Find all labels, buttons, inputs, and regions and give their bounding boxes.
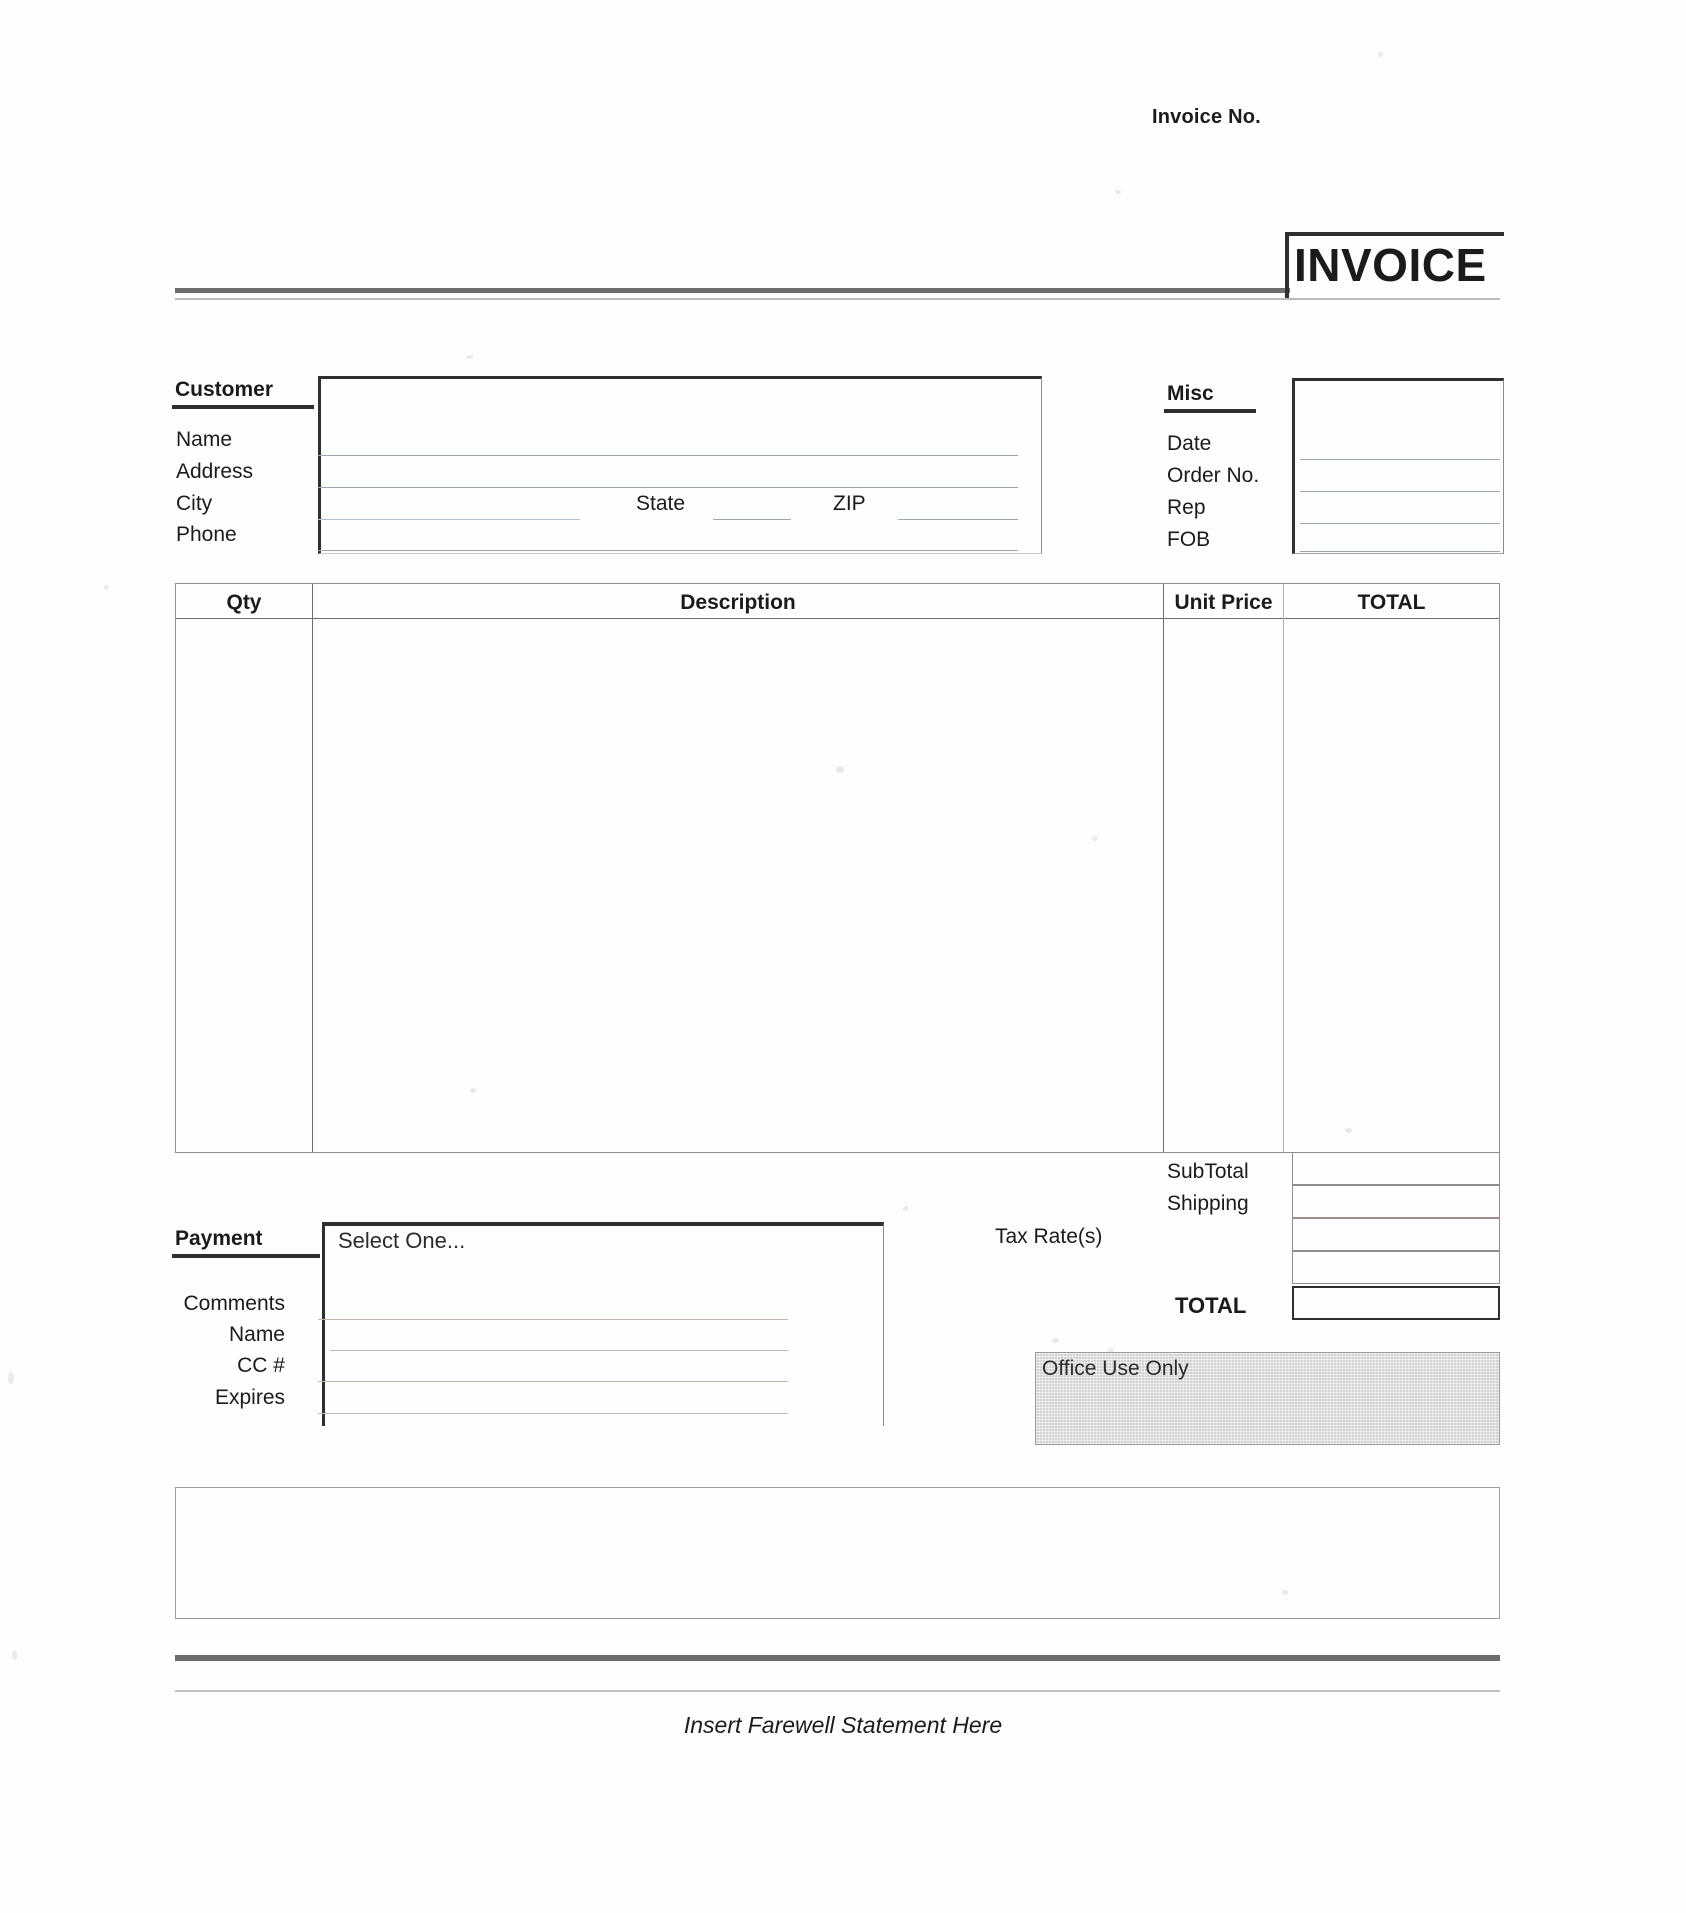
customer-phone-input[interactable] (318, 550, 1018, 551)
scan-speck (12, 1650, 17, 1660)
misc-fob-input[interactable] (1300, 551, 1500, 552)
title-rule-thick (175, 288, 1290, 293)
tax-rate-label: Tax Rate(s) (995, 1225, 1103, 1248)
grand-total-value[interactable] (1292, 1286, 1500, 1320)
misc-box (1292, 378, 1504, 554)
column-header-total: TOTAL (1357, 591, 1426, 614)
customer-state-input[interactable] (713, 519, 791, 520)
line-items-table[interactable] (175, 583, 1500, 1153)
misc-date-label: Date (1167, 432, 1212, 455)
customer-zip-label: ZIP (833, 492, 866, 515)
column-separator-total (1283, 584, 1284, 1152)
customer-label-underline (172, 405, 314, 409)
subtotal-value[interactable] (1292, 1152, 1500, 1185)
column-separator-qty (312, 584, 313, 1152)
scan-speck (466, 355, 473, 359)
payment-expires-label: Expires (214, 1386, 285, 1409)
scan-speck (104, 585, 109, 590)
footer-rule-thin (175, 1690, 1500, 1692)
misc-fob-label: FOB (1167, 528, 1211, 551)
customer-city-input[interactable] (318, 519, 580, 520)
customer-address-input[interactable] (318, 487, 1018, 488)
misc-label-underline (1164, 409, 1256, 413)
misc-order-no-label: Order No. (1167, 464, 1260, 487)
scan-speck (1378, 52, 1383, 57)
customer-zip-input[interactable] (898, 519, 1018, 520)
misc-date-input[interactable] (1300, 459, 1500, 460)
footer-rule-thick (175, 1655, 1500, 1661)
tax-rate-value[interactable] (1292, 1218, 1500, 1251)
payment-label-underline (172, 1254, 320, 1258)
tax-rate-secondary-value[interactable] (1292, 1251, 1500, 1284)
payment-cc-number-input[interactable] (318, 1381, 788, 1382)
payment-section-label: Payment (175, 1227, 263, 1250)
grand-total-label: TOTAL (1175, 1293, 1247, 1318)
column-header-unit-price: Unit Price (1174, 591, 1273, 614)
payment-name-input[interactable] (330, 1350, 788, 1351)
customer-section-label: Customer (175, 378, 274, 401)
customer-name-input[interactable] (318, 455, 1018, 456)
payment-name-label: Name (228, 1323, 285, 1346)
page-title: INVOICE (1294, 239, 1487, 291)
customer-phone-label: Phone (176, 523, 237, 546)
subtotal-label: SubTotal (1167, 1160, 1249, 1183)
misc-rep-input[interactable] (1300, 523, 1500, 524)
misc-order-no-input[interactable] (1300, 491, 1500, 492)
misc-rep-label: Rep (1167, 496, 1206, 519)
column-header-qty: Qty (226, 591, 262, 614)
column-header-description: Description (680, 591, 796, 614)
scan-speck (8, 1372, 14, 1384)
invoice-number-label: Invoice No. (1152, 106, 1261, 128)
customer-name-label: Name (176, 428, 233, 451)
customer-box (318, 376, 1042, 554)
office-use-only-label: Office Use Only (1042, 1357, 1189, 1380)
scan-speck (1052, 1338, 1059, 1343)
misc-section-label: Misc (1167, 382, 1214, 405)
payment-expires-input[interactable] (318, 1413, 788, 1414)
customer-address-label: Address (176, 460, 254, 483)
farewell-statement: Insert Farewell Statement Here (683, 1712, 1003, 1738)
customer-state-label: State (636, 492, 686, 515)
payment-cc-number-label: CC # (237, 1354, 285, 1377)
shipping-label: Shipping (1167, 1192, 1249, 1215)
customer-city-label: City (176, 492, 213, 515)
payment-comments-input[interactable] (318, 1319, 788, 1320)
scan-speck (1115, 190, 1121, 194)
payment-comments-label: Comments (183, 1292, 285, 1315)
title-rule-thin (175, 298, 1500, 300)
notes-box[interactable] (175, 1487, 1500, 1619)
column-separator-unitprice (1163, 584, 1164, 1152)
shipping-value[interactable] (1292, 1185, 1500, 1218)
scan-speck (903, 1206, 909, 1211)
payment-method-select[interactable]: Select One... (338, 1228, 466, 1253)
